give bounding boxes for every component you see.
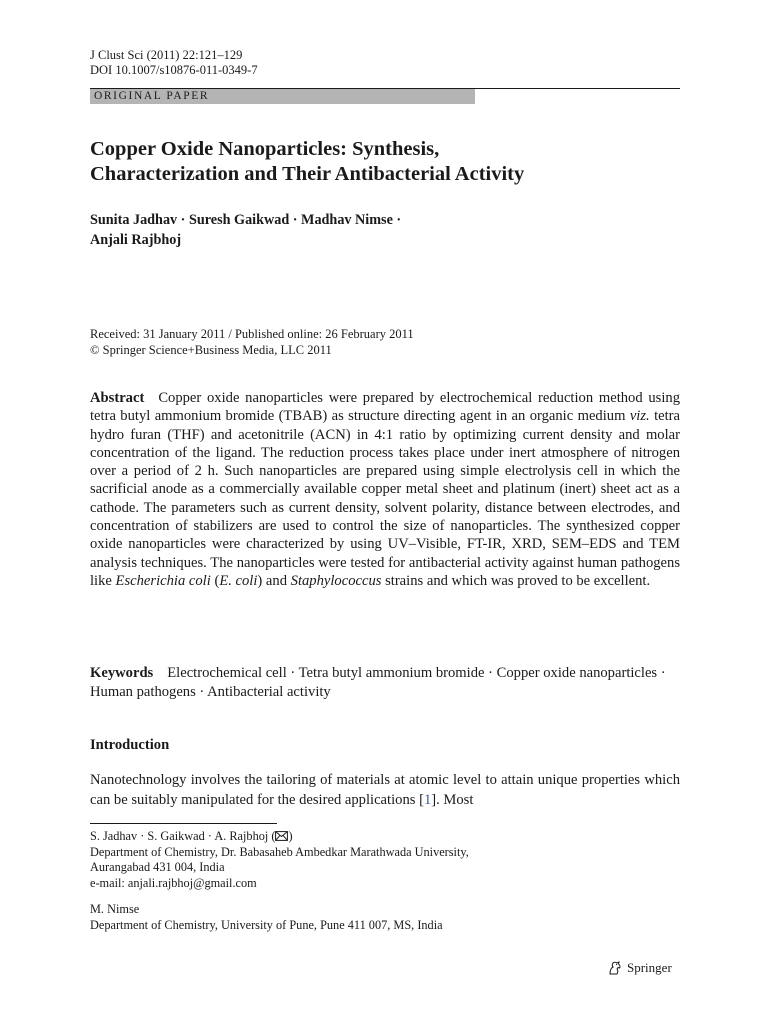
section-label: ORIGINAL PAPER bbox=[94, 90, 210, 102]
footnote-authors-1-text: S. Jadhav · S. Gaikwad · A. Rajbhoj ( bbox=[90, 829, 276, 843]
intro-text-after: ]. Most bbox=[431, 791, 474, 808]
author-list bbox=[90, 210, 650, 250]
publication-history bbox=[90, 327, 414, 358]
abstract-staph: Staphylococcus bbox=[290, 572, 382, 589]
footnote-affil-1-line-1: Department of Chemistry, Dr. Babasaheb Ambedkar Marathwada University, bbox=[90, 844, 469, 859]
citation-link[interactable]: 1 bbox=[423, 791, 432, 808]
title-line-1: Copper Oxide Nanoparticles: Synthesis, bbox=[90, 138, 440, 160]
authors-line-1: Sunita Jadhav · Suresh Gaikwad · Madhav Nimse · bbox=[90, 212, 402, 228]
envelope-icon[interactable] bbox=[275, 829, 288, 843]
footnote-authors-1 bbox=[90, 829, 469, 845]
introduction-text bbox=[90, 771, 680, 810]
title-line-2: Characterization and Their Antibacterial Activity bbox=[90, 163, 525, 185]
footnote-affil-1-line-2: Aurangabad 431 004, India bbox=[90, 860, 225, 874]
footnote-authors-2: M. Nimse bbox=[90, 902, 140, 916]
authors-line-2: Anjali Rajbhoj bbox=[90, 232, 182, 248]
journal-doi: DOI 10.1007/s10876-011-0349-7 bbox=[90, 63, 258, 77]
paper-title bbox=[90, 137, 690, 187]
footnote-authors-1-close: ) bbox=[288, 829, 293, 843]
section-bar bbox=[90, 88, 680, 104]
footnote-affiliation-1 bbox=[90, 829, 469, 891]
abstract-paren-open: ( bbox=[210, 572, 220, 589]
abstract-viz: viz. bbox=[629, 408, 650, 425]
footnote-affil-2: Department of Chemistry, University of Pune, Pune 411 007, MS, India bbox=[90, 917, 443, 932]
introduction-heading: Introduction bbox=[90, 737, 170, 753]
abstract-text-2: tetra hydro furan (THF) and acetonitrile (ACN) in 4:1 ratio by optimizing current density and molar concentration of the ligand. The reduction process takes place under inert atmosphere of nitrogen over a period of 2 h. Such nanoparticles are prepared using simple electrolysis cell in which the sacrificial anode as a commercially available copper metal sheet and platinum (inert) sheet act as a cathode. The parameters such as current density, solvent polarity, distance between electrodes, and concentration of stabilizers are used to control the size of nanoparticles. The synthesized copper oxide nanoparticles were characterized by using UV–Visible, FT-IR, XRD, SEM–EDS and TEM analysis techniques. The nanoparticles were tested for antibacterial activity against human pathogens like bbox=[90, 408, 680, 589]
abstract bbox=[90, 389, 680, 590]
received-date: Received: 31 January 2011 / Published online: 26 February 2011 bbox=[90, 327, 414, 341]
abstract-ecoli-full: Escherichia coli bbox=[115, 572, 211, 589]
publisher-logo bbox=[607, 959, 672, 977]
abstract-text-3: strains and which was proved to be excellent. bbox=[381, 572, 651, 589]
keywords-text: Electrochemical cell · Tetra butyl ammonium bromide · Copper oxide nanoparticles · Human pathogens · Antibacterial activity bbox=[90, 665, 666, 700]
springer-horse-icon bbox=[607, 960, 623, 976]
journal-citation: J Clust Sci (2011) 22:121–129 bbox=[90, 48, 243, 62]
journal-meta bbox=[90, 48, 258, 78]
keywords-label: Keywords bbox=[90, 665, 154, 681]
footnote-rule bbox=[90, 823, 277, 824]
abstract-text-1: Copper oxide nanoparticles were prepared by electrochemical reduction method using tetra butyl ammonium bromide (TBAB) as structure directing agent in an organic medium bbox=[90, 390, 680, 425]
abstract-paren-close: ) and bbox=[257, 572, 291, 589]
footnote-email[interactable]: e-mail: anjali.rajbhoj@gmail.com bbox=[90, 875, 257, 890]
abstract-label: Abstract bbox=[90, 390, 145, 406]
keywords bbox=[90, 664, 680, 702]
footnote-affiliation-2 bbox=[90, 902, 443, 933]
publisher-name: Springer bbox=[627, 960, 672, 975]
copyright-notice: © Springer Science+Business Media, LLC 2011 bbox=[90, 342, 332, 357]
abstract-ecoli-short: E. coli bbox=[219, 572, 258, 589]
intro-text-before: Nanotechnology involves the tailoring of materials at atomic level to attain unique properties which can be suitably manipulated for the desired applications [ bbox=[90, 772, 680, 808]
